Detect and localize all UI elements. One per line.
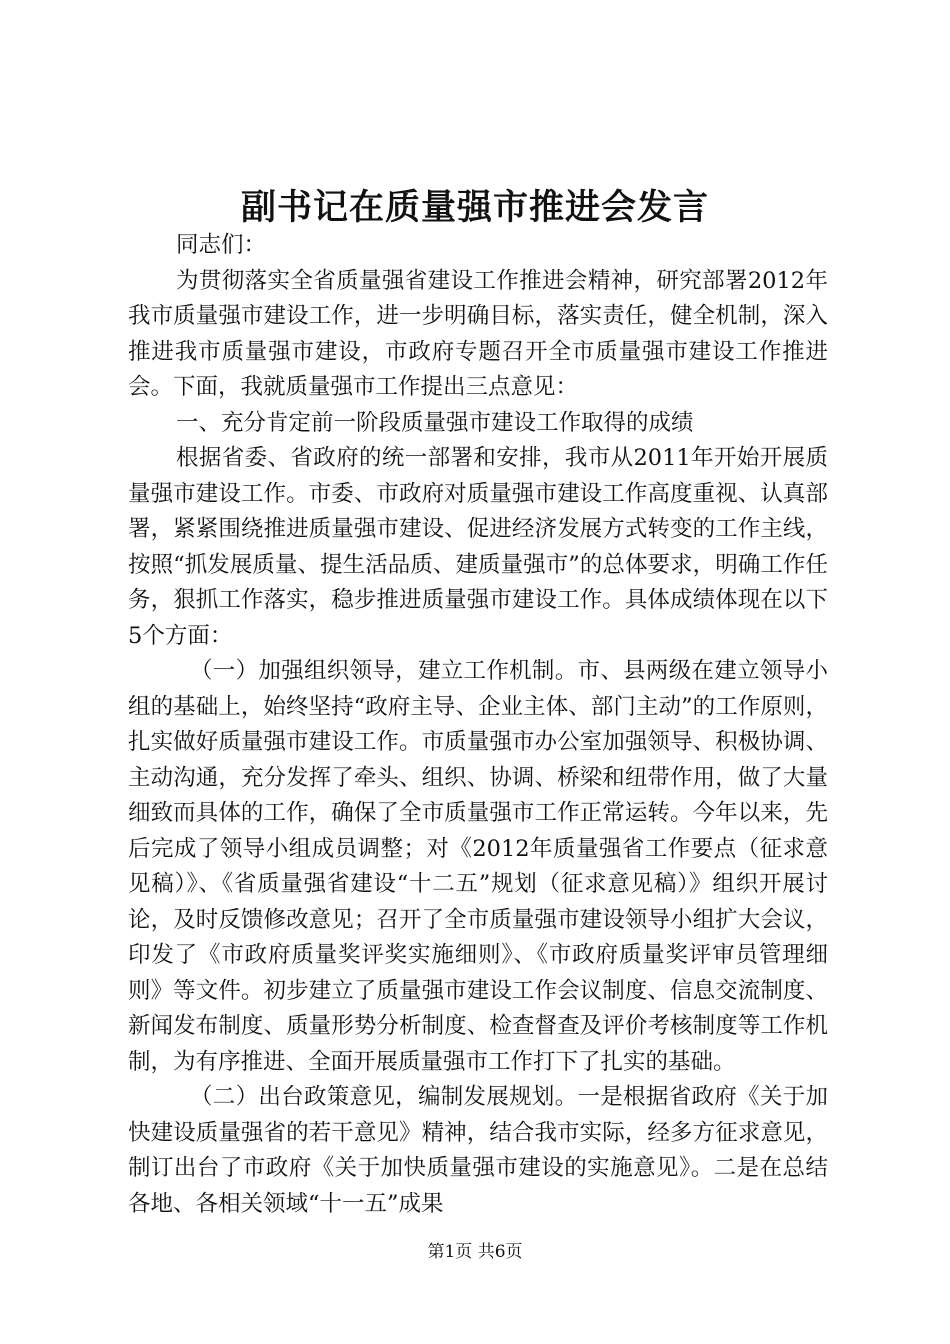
document-body	[128, 228, 828, 1222]
subsection-1-paragraph: （一）加强组织领导，建立工作机制。市、县两级在建立领导小组的基础上，始终坚持“政府主导、企业主体、部门主动”的工作原则，扎实做好质量强市建设工作。市质量强市办公室加强领导、积极协调、主动沟通，充分发挥了牵头、组织、协调、桥梁和纽带作用，做了大量细致而具体的工作，确保了全市质量强市工作正常运转。今年以来，先后完成了领导小组成员调整；对《2012年质量强省工作要点（征求意见稿）》、《省质量强省建设“十二五”规划（征求意见稿）》组织开展讨论，及时反馈修改意见；召开了全市质量强市建设领导小组扩大会议，印发了《市政府质量奖评奖实施细则》、《市政府质量奖评审员管理细则》等文件。初步建立了质量强市建设工作会议制度、信息交流制度、新闻发布制度、质量形势分析制度、检查督查及评价考核制度等工作机制，为有序推进、全面开展质量强市工作打下了扎实的基础。	[128, 658, 828, 1075]
page-number-footer: 第1页 共6页	[427, 1242, 523, 1262]
achievements-paragraph: 根据省委、省政府的统一部署和安排，我市从2011年开始开展质量强市建设工作。市委、市政府对质量强市建设工作高度重视、认真部署，紧紧围绕推进质量强市建设、促进经济发展方式转变的工作主线，按照“抓发展质量、提生活品质、建质量强市”的总体要求，明确工作任务，狠抓工作落实，稳步推进质量强市建设工作。具体成绩体现在以下5个方面：	[128, 445, 828, 649]
salutation-paragraph: 同志们：	[176, 232, 267, 258]
section-heading: 一、充分肯定前一阶段质量强市建设工作取得的成绩	[176, 409, 694, 436]
document-title: 副书记在质量强市推进会发言	[240, 187, 709, 228]
subsection-2-paragraph: （二）出台政策意见，编制发展规划。一是根据省政府《关于加快建设质量强省的若干意见》精神，结合我市实际，经多方征求意见，制订出台了市政府《关于加快质量强市建设的实施意见》。二是在总结各地、各相关领域“十一五”成果	[128, 1084, 828, 1217]
intro-paragraph: 为贯彻落实全省质量强省建设工作推进会精神，研究部署2012年我市质量强市建设工作，进一步明确目标，落实责任，健全机制，深入推进我市质量强市建设，市政府专题召开全市质量强市建设工作推进会。下面，我就质量强市工作提出三点意见：	[128, 267, 828, 400]
